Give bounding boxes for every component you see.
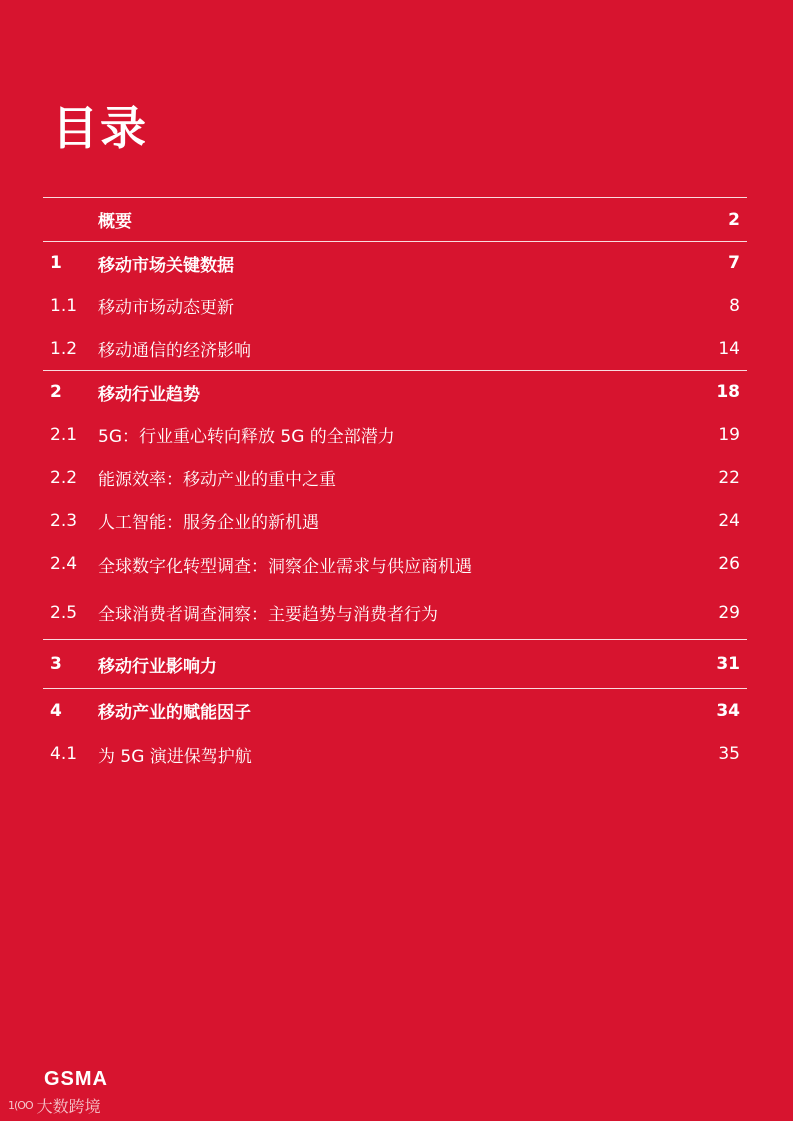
toc-entry-page: 26 (718, 554, 740, 574)
toc-entry-label: 移动产业的赋能因子 (98, 703, 251, 723)
toc-entry-overview[interactable] (43, 197, 747, 241)
toc-entry-page: 29 (718, 602, 740, 623)
toc-entry-number: 1.1 (50, 295, 78, 316)
table-of-contents (43, 197, 747, 776)
toc-entry-3[interactable] (43, 639, 747, 688)
toc-entry-page: 31 (716, 654, 740, 674)
toc-entry-2-3[interactable] (43, 499, 747, 542)
toc-entry-number: 3 (50, 654, 62, 674)
toc-entry-page: 24 (718, 510, 740, 531)
toc-entry-number: 2 (50, 382, 62, 402)
toc-entry-number: 2.1 (50, 424, 78, 445)
toc-entry-number: 1.2 (50, 338, 78, 359)
toc-entry-page: 22 (718, 467, 740, 488)
toc-entry-page: 34 (716, 700, 740, 721)
toc-entry-label: 移动市场关键数据 (98, 255, 234, 276)
toc-entry-2-1[interactable] (43, 413, 747, 456)
toc-entry-page: 14 (718, 338, 740, 359)
toc-entry-label: 移动行业趋势 (98, 384, 200, 405)
toc-entry-label: 全球消费者调查洞察：主要趋势与消费者行为 (98, 605, 438, 625)
toc-entry-label: 为 5G 演进保驾护航 (98, 746, 252, 767)
toc-entry-page: 19 (718, 424, 740, 445)
page-title: 目录 (52, 101, 148, 155)
watermark (8, 1094, 101, 1117)
toc-entry-4[interactable] (43, 688, 747, 732)
toc-entry-page: 8 (729, 295, 740, 316)
toc-entry-1-1[interactable] (43, 284, 747, 327)
toc-entry-number: 2.2 (50, 467, 78, 488)
toc-entry-label: 能源效率：移动产业的重中之重 (98, 470, 336, 490)
toc-entry-4-1[interactable] (43, 732, 747, 776)
toc-entry-number: 2.5 (50, 602, 78, 623)
toc-entry-page: 18 (716, 382, 740, 402)
toc-entry-page: 35 (718, 744, 740, 764)
toc-entry-label: 全球数字化转型调查：洞察企业需求与供应商机遇 (98, 556, 472, 577)
toc-entry-2[interactable] (43, 370, 747, 413)
toc-entry-2-5[interactable] (43, 586, 747, 639)
toc-entry-1-2[interactable] (43, 327, 747, 370)
toc-entry-number: 4 (50, 700, 62, 721)
toc-entry-label: 移动通信的经济影响 (98, 341, 251, 361)
toc-entry-label: 概要 (98, 212, 132, 232)
gsma-logo: GSMA (44, 1068, 108, 1090)
toc-entry-label: 人工智能：服务企业的新机遇 (98, 513, 319, 533)
watermark-text: 大数跨境 (36, 1097, 101, 1116)
toc-entry-2-4[interactable] (43, 542, 747, 586)
toc-entry-number: 2.4 (50, 554, 78, 574)
toc-entry-page: 2 (728, 209, 740, 230)
toc-entry-number: 4.1 (50, 744, 78, 764)
toc-entry-label: 移动市场动态更新 (98, 298, 234, 318)
toc-entry-1[interactable] (43, 241, 747, 284)
toc-entry-number: 2.3 (50, 510, 78, 531)
toc-entry-page: 7 (728, 253, 740, 273)
watermark-logo-icon: 1(OO (8, 1099, 33, 1112)
toc-entry-2-2[interactable] (43, 456, 747, 499)
toc-entry-number: 1 (50, 253, 62, 273)
toc-entry-label: 5G：行业重心转向释放 5G 的全部潜力 (98, 427, 395, 447)
toc-entry-label: 移动行业影响力 (98, 656, 217, 677)
